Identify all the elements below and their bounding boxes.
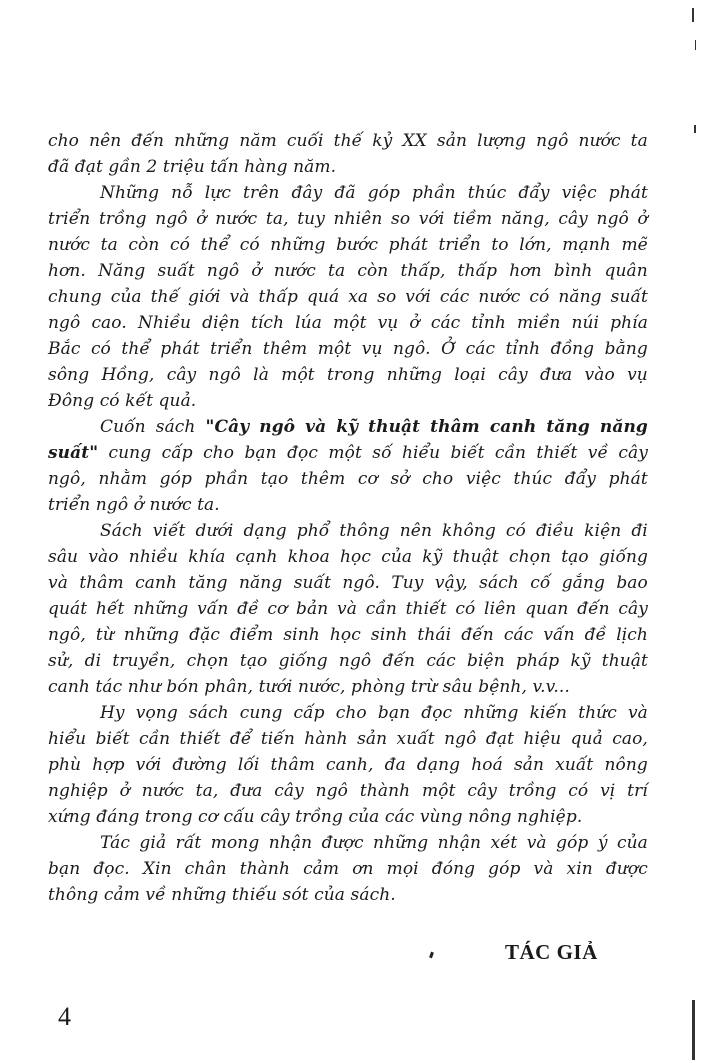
text-line: Tác giả rất mong nhận được những nhận xét và góp ý của: [100, 833, 648, 853]
ink-speck: [429, 952, 434, 959]
text-line: ngô, từ những đặc điểm sinh học sinh thái đến các vấn đề lịch: [48, 625, 648, 645]
text-line: xứng đáng trong cơ cấu cây trồng của các vùng nông nghiệp.: [48, 807, 583, 827]
text-line: phù hợp với đường lối thâm canh, đa dạng hoá sản xuất nông: [48, 755, 648, 775]
scan-edge-mark: [692, 8, 694, 22]
text-line: Những nỗ lực trên đây đã góp phần thúc đẩy việc phát: [100, 183, 648, 203]
text-line: Bắc có thể phát triển thêm một vụ ngô. Ở các tỉnh đồng bằng: [48, 339, 648, 359]
text-line: hơn. Năng suất ngô ở nước ta còn thấp, thấp hơn bình quân: [48, 261, 648, 281]
text-line: Cuốn sách "Cây ngô và kỹ thuật thâm canh tăng năng: [100, 417, 648, 437]
scan-edge-mark: [692, 1000, 695, 1060]
body-text: [48, 128, 648, 908]
text-line: sâu vào nhiều khía cạnh khoa học của kỹ thuật chọn tạo giống: [48, 547, 648, 567]
text-line: nước ta còn có thể có những bước phát triển to lớn, mạnh mẽ: [48, 235, 648, 255]
text-line: suất" cung cấp cho bạn đọc một số hiểu biết cần thiết về cây: [48, 443, 648, 463]
text-line: hiểu biết cần thiết để tiến hành sản xuất ngô đạt hiệu quả cao,: [48, 729, 648, 749]
text-line: đã đạt gần 2 triệu tấn hàng năm.: [48, 157, 337, 177]
text-line: và thâm canh tăng năng suất ngô. Tuy vậy, sách cố gắng bao: [48, 573, 648, 593]
text-line: sông Hồng, cây ngô là một trong những loại cây đưa vào vụ: [48, 365, 648, 385]
text-line: Hy vọng sách cung cấp cho bạn đọc những kiến thức và: [100, 703, 648, 723]
page-number: 4: [58, 1002, 71, 1031]
author-signature: TÁC GIẢ: [505, 940, 598, 964]
text-line: cho nên đến những năm cuối thế kỷ XX sản lượng ngô nước ta: [48, 131, 648, 151]
text-line: ngô, nhằm góp phần tạo thêm cơ sở cho việc thúc đẩy phát: [48, 469, 648, 489]
text-line: ngô cao. Nhiều diện tích lúa một vụ ở các tỉnh miền núi phía: [48, 313, 648, 333]
text-line: nghiệp ở nước ta, đưa cây ngô thành một cây trồng có vị trí: [48, 781, 648, 801]
scan-edge-mark: [694, 125, 696, 133]
text-line: bạn đọc. Xin chân thành cảm ơn mọi đóng góp và xin được: [48, 859, 648, 879]
text-line: thông cảm về những thiếu sót của sách.: [48, 885, 396, 905]
text-line: sử, di truyền, chọn tạo giống ngô đến các biện pháp kỹ thuật: [48, 651, 648, 671]
text-line: chung của thế giới và thấp quá xa so với các nước có năng suất: [48, 287, 648, 307]
text-line: triển trồng ngô ở nước ta, tuy nhiên so với tiềm năng, cây ngô ở: [48, 209, 648, 229]
text-line: canh tác như bón phân, tưới nước, phòng trừ sâu bệnh, v.v...: [48, 677, 570, 697]
scan-edge-mark: [695, 40, 696, 50]
text-line: Đông có kết quả.: [48, 391, 197, 411]
text-line: quát hết những vấn đề cơ bản và cần thiết có liên quan đến cây: [48, 599, 648, 619]
text-line: triển ngô ở nước ta.: [48, 495, 220, 515]
text-line: Sách viết dưới dạng phổ thông nên không có điều kiện đi: [100, 521, 648, 541]
